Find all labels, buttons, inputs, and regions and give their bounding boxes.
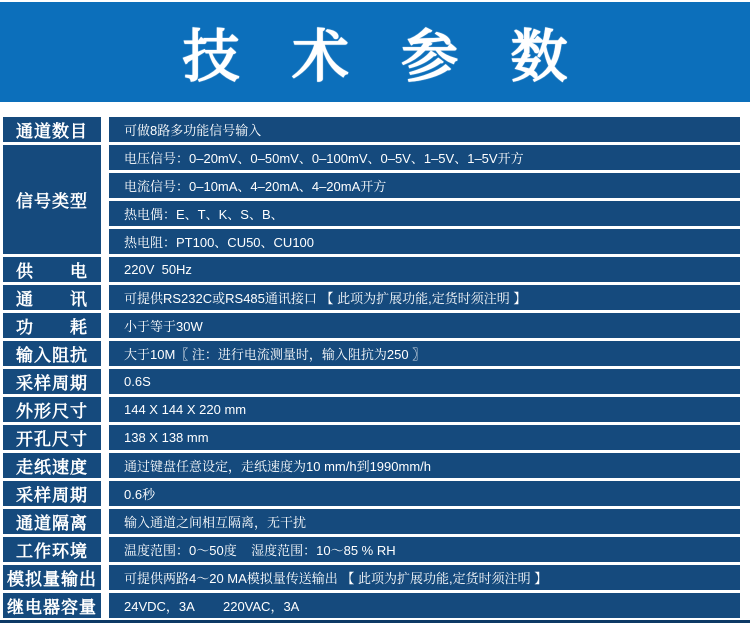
- spec-row: [3, 593, 740, 618]
- spec-value: 0.6S: [109, 369, 740, 394]
- spec-value: 小于等于30W: [109, 313, 740, 338]
- spec-value: 0.6秒: [109, 481, 740, 506]
- spec-row: [3, 565, 740, 590]
- spec-label: 输入阻抗: [3, 341, 101, 366]
- bottom-border-line: [0, 620, 750, 624]
- column-divider: [101, 397, 109, 422]
- spec-value: 144 X 144 X 220 mm: [109, 397, 740, 422]
- column-divider: [101, 537, 109, 562]
- spec-row: [3, 453, 740, 478]
- page-title: 技 术 参 数: [182, 25, 586, 89]
- spec-label: 采样周期: [3, 481, 101, 506]
- column-divider: [101, 341, 109, 366]
- column-divider: [101, 313, 109, 338]
- spec-row: [3, 313, 740, 338]
- spec-label: 开孔尺寸: [3, 425, 101, 450]
- spec-label: 信号类型: [3, 145, 101, 254]
- spec-row: [3, 117, 740, 142]
- spec-label: 采样周期: [3, 369, 101, 394]
- spec-row: [3, 369, 740, 394]
- column-divider: [101, 257, 109, 282]
- column-divider: [101, 285, 109, 310]
- spec-label: 模拟量输出: [3, 565, 101, 590]
- spec-label: 通 讯: [3, 285, 101, 310]
- spec-value: 温度范围：0～50度 湿度范围：10～85 % RH: [109, 537, 740, 562]
- spec-value: 138 X 138 mm: [109, 425, 740, 450]
- spec-label: 走纸速度: [3, 453, 101, 478]
- spec-label: 继电器容量: [3, 593, 101, 618]
- column-divider: [101, 593, 109, 618]
- spec-table: [3, 117, 740, 618]
- spec-label: 供 电: [3, 257, 101, 282]
- spec-label: 功 耗: [3, 313, 101, 338]
- column-divider: [101, 145, 109, 254]
- spec-row: [3, 145, 740, 254]
- spec-subrows: [109, 145, 740, 254]
- spec-label: 外形尺寸: [3, 397, 101, 422]
- column-divider: [101, 117, 109, 142]
- spec-row: [3, 537, 740, 562]
- spec-row: [3, 257, 740, 282]
- title-banner: [0, 2, 750, 102]
- spec-value: 电压信号：0–20mV、0–50mV、0–100mV、0–5V、1–5V、1–5V开方: [109, 145, 740, 170]
- spec-value: 24VDC，3A 220VAC，3A: [109, 593, 740, 618]
- spec-label: 通道数目: [3, 117, 101, 142]
- column-divider: [101, 481, 109, 506]
- spec-row: [3, 509, 740, 534]
- spec-label: 工作环境: [3, 537, 101, 562]
- spec-label: 通道隔离: [3, 509, 101, 534]
- spec-row: [3, 481, 740, 506]
- column-divider: [101, 565, 109, 590]
- spec-value: 热电偶：E、T、K、S、B、: [109, 201, 740, 226]
- spec-value: 电流信号：0–10mA、4–20mA、4–20mA开方: [109, 173, 740, 198]
- spec-value: 输入通道之间相互隔离，无干扰: [109, 509, 740, 534]
- spec-row: [3, 285, 740, 310]
- spec-value: 可做8路多功能信号输入: [109, 117, 740, 142]
- column-divider: [101, 369, 109, 394]
- spec-value: 可提供两路4～20 MA模拟量传送输出 【 此项为扩展功能,定货时须注明 】: [109, 565, 740, 590]
- spec-value: 可提供RS232C或RS485通讯接口 【 此项为扩展功能,定货时须注明 】: [109, 285, 740, 310]
- column-divider: [101, 453, 109, 478]
- spec-value: 通过键盘任意设定，走纸速度为10 mm/h到1990mm/h: [109, 453, 740, 478]
- spec-value: 热电阻：PT100、CU50、CU100: [109, 229, 740, 254]
- column-divider: [101, 509, 109, 534]
- spec-value: 220V 50Hz: [109, 257, 740, 282]
- column-divider: [101, 425, 109, 450]
- spec-row: [3, 397, 740, 422]
- spec-row: [3, 341, 740, 366]
- spec-row: [3, 425, 740, 450]
- spec-value: 大于10M〖 注：进行电流测量时，输入阻抗为250 〗: [109, 341, 740, 366]
